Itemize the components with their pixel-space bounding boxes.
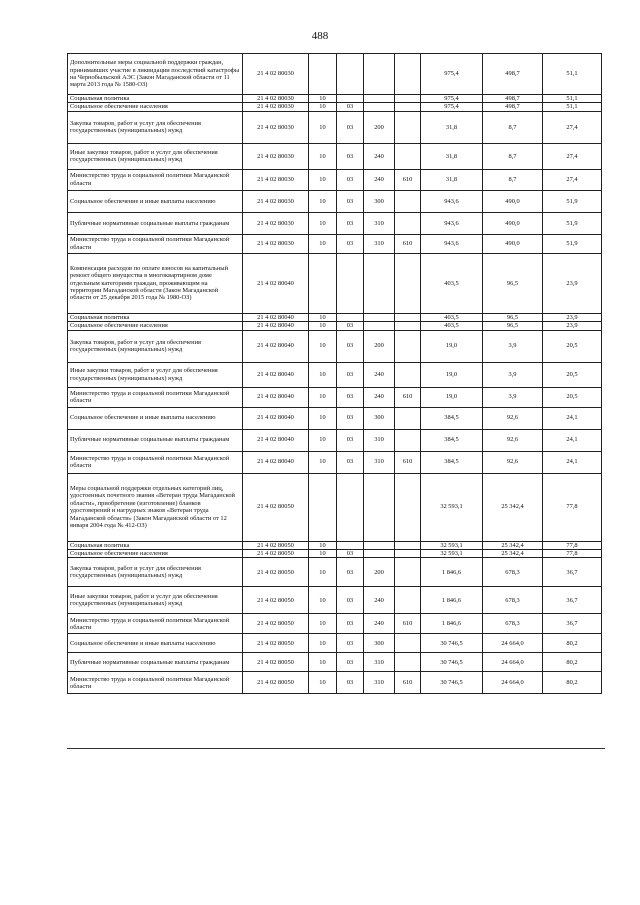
row-subsection xyxy=(337,54,364,95)
row-name: Социальное обеспечение и иные выплаты населению xyxy=(68,634,243,653)
row-planned: 403,5 xyxy=(421,313,483,321)
row-planned: 384,5 xyxy=(421,429,483,451)
row-code: 21 4 02 80050 xyxy=(243,614,309,634)
row-administrator xyxy=(395,407,421,429)
row-code: 21 4 02 80050 xyxy=(243,473,309,541)
row-administrator: 610 xyxy=(395,614,421,634)
row-name: Компенсация расходов по оплате взносов на капитальный ремонт общего имущества в многоквартирном доме отдельным категориям граждан, проживающим на территории Магаданской области (Закон Магаданской области от 25 декабря 2015 года № 1980-ОЗ) xyxy=(68,253,243,313)
table-row xyxy=(68,451,602,473)
row-subsection: 03 xyxy=(337,362,364,387)
row-code: 21 4 02 80050 xyxy=(243,672,309,694)
row-planned: 19,0 xyxy=(421,387,483,407)
row-actual: 24 664,0 xyxy=(483,672,543,694)
row-subsection: 03 xyxy=(337,634,364,653)
row-expense-type xyxy=(364,313,395,321)
table-row xyxy=(68,95,602,103)
row-expense-type: 310 xyxy=(364,451,395,473)
row-percent: 36,7 xyxy=(543,587,602,614)
row-actual: 678,3 xyxy=(483,614,543,634)
row-name: Социальное обеспечение и иные выплаты населению xyxy=(68,407,243,429)
row-section: 10 xyxy=(309,429,337,451)
row-subsection: 03 xyxy=(337,672,364,694)
row-subsection: 03 xyxy=(337,587,364,614)
table-row xyxy=(68,234,602,253)
row-name: Социальное обеспечение и иные выплаты населению xyxy=(68,190,243,212)
row-section xyxy=(309,54,337,95)
row-code: 21 4 02 80040 xyxy=(243,407,309,429)
row-section: 10 xyxy=(309,550,337,558)
row-expense-type: 200 xyxy=(364,330,395,362)
row-subsection: 03 xyxy=(337,407,364,429)
row-planned: 1 846,6 xyxy=(421,558,483,587)
row-code: 21 4 02 80040 xyxy=(243,322,309,330)
row-name: Социальная политика xyxy=(68,313,243,321)
row-actual: 490,0 xyxy=(483,190,543,212)
row-section: 10 xyxy=(309,95,337,103)
row-code: 21 4 02 80050 xyxy=(243,541,309,549)
table-row xyxy=(68,653,602,672)
row-actual: 8,7 xyxy=(483,111,543,143)
table-row xyxy=(68,330,602,362)
row-administrator xyxy=(395,429,421,451)
row-planned: 31,8 xyxy=(421,111,483,143)
row-planned: 31,8 xyxy=(421,169,483,190)
row-code: 21 4 02 80040 xyxy=(243,330,309,362)
row-section: 10 xyxy=(309,587,337,614)
row-section: 10 xyxy=(309,451,337,473)
table-row xyxy=(68,313,602,321)
row-planned: 384,5 xyxy=(421,451,483,473)
row-subsection: 03 xyxy=(337,550,364,558)
row-code: 21 4 02 80030 xyxy=(243,234,309,253)
row-expense-type: 240 xyxy=(364,143,395,169)
row-administrator xyxy=(395,54,421,95)
table-row xyxy=(68,550,602,558)
table-row xyxy=(68,253,602,313)
row-planned: 19,0 xyxy=(421,330,483,362)
row-name: Публичные нормативные социальные выплаты гражданам xyxy=(68,653,243,672)
row-subsection: 03 xyxy=(337,103,364,111)
row-percent: 23,9 xyxy=(543,253,602,313)
row-name: Социальное обеспечение населения xyxy=(68,103,243,111)
row-expense-type: 310 xyxy=(364,653,395,672)
row-subsection xyxy=(337,541,364,549)
row-subsection: 03 xyxy=(337,111,364,143)
row-subsection: 03 xyxy=(337,143,364,169)
row-expense-type: 310 xyxy=(364,429,395,451)
table-row xyxy=(68,169,602,190)
row-code: 21 4 02 80030 xyxy=(243,95,309,103)
row-administrator: 610 xyxy=(395,672,421,694)
row-administrator xyxy=(395,550,421,558)
row-percent: 27,4 xyxy=(543,111,602,143)
row-actual: 8,7 xyxy=(483,169,543,190)
row-subsection: 03 xyxy=(337,614,364,634)
row-administrator xyxy=(395,190,421,212)
row-planned: 30 746,5 xyxy=(421,672,483,694)
row-expense-type: 300 xyxy=(364,634,395,653)
row-expense-type: 240 xyxy=(364,169,395,190)
row-name: Министерство труда и социальной политики Магаданской области xyxy=(68,614,243,634)
row-administrator xyxy=(395,212,421,234)
row-percent: 80,2 xyxy=(543,634,602,653)
row-section: 10 xyxy=(309,407,337,429)
row-expense-type: 310 xyxy=(364,234,395,253)
row-section: 10 xyxy=(309,212,337,234)
row-name: Социальное обеспечение населения xyxy=(68,550,243,558)
row-percent: 77,8 xyxy=(543,541,602,549)
row-code: 21 4 02 80040 xyxy=(243,253,309,313)
row-code: 21 4 02 80050 xyxy=(243,558,309,587)
row-expense-type: 240 xyxy=(364,362,395,387)
table-row xyxy=(68,634,602,653)
row-expense-type: 240 xyxy=(364,387,395,407)
row-code: 21 4 02 80030 xyxy=(243,169,309,190)
row-percent: 77,8 xyxy=(543,473,602,541)
row-section: 10 xyxy=(309,362,337,387)
row-name: Закупка товаров, работ и услуг для обеспечения государственных (муниципальных) нужд xyxy=(68,111,243,143)
row-section xyxy=(309,253,337,313)
row-name: Публичные нормативные социальные выплаты гражданам xyxy=(68,429,243,451)
row-expense-type: 240 xyxy=(364,614,395,634)
row-actual: 8,7 xyxy=(483,143,543,169)
table-row xyxy=(68,111,602,143)
row-expense-type: 200 xyxy=(364,558,395,587)
row-actual: 25 342,4 xyxy=(483,541,543,549)
row-actual: 92,6 xyxy=(483,429,543,451)
row-expense-type xyxy=(364,103,395,111)
table-row xyxy=(68,362,602,387)
row-subsection: 03 xyxy=(337,322,364,330)
row-section: 10 xyxy=(309,387,337,407)
row-actual: 96,5 xyxy=(483,313,543,321)
table-row xyxy=(68,103,602,111)
row-administrator xyxy=(395,362,421,387)
row-expense-type: 300 xyxy=(364,190,395,212)
row-percent: 77,8 xyxy=(543,550,602,558)
row-actual: 490,0 xyxy=(483,234,543,253)
row-actual: 92,6 xyxy=(483,451,543,473)
row-section: 10 xyxy=(309,558,337,587)
row-planned: 975,4 xyxy=(421,95,483,103)
row-section: 10 xyxy=(309,634,337,653)
row-percent: 51,1 xyxy=(543,103,602,111)
row-planned: 30 746,5 xyxy=(421,653,483,672)
row-code: 21 4 02 80040 xyxy=(243,313,309,321)
row-administrator xyxy=(395,253,421,313)
footer-divider xyxy=(67,748,605,749)
row-code: 21 4 02 80040 xyxy=(243,387,309,407)
row-actual: 96,5 xyxy=(483,253,543,313)
row-administrator xyxy=(395,541,421,549)
row-name: Министерство труда и социальной политики Магаданской области xyxy=(68,451,243,473)
row-administrator: 610 xyxy=(395,234,421,253)
row-expense-type: 200 xyxy=(364,111,395,143)
row-section: 10 xyxy=(309,111,337,143)
row-percent: 51,1 xyxy=(543,54,602,95)
row-percent: 36,7 xyxy=(543,614,602,634)
row-actual: 498,7 xyxy=(483,54,543,95)
row-code: 21 4 02 80040 xyxy=(243,362,309,387)
row-subsection: 03 xyxy=(337,387,364,407)
table-row xyxy=(68,672,602,694)
row-percent: 20,5 xyxy=(543,387,602,407)
row-section: 10 xyxy=(309,313,337,321)
row-code: 21 4 02 80050 xyxy=(243,550,309,558)
row-section: 10 xyxy=(309,169,337,190)
row-planned: 31,8 xyxy=(421,143,483,169)
row-percent: 24,1 xyxy=(543,451,602,473)
row-name: Публичные нормативные социальные выплаты гражданам xyxy=(68,212,243,234)
row-administrator xyxy=(395,95,421,103)
row-actual: 25 342,4 xyxy=(483,550,543,558)
row-code: 21 4 02 80040 xyxy=(243,451,309,473)
row-name: Иные закупки товаров, работ и услуг для обеспечения государственных (муниципальных) нужд xyxy=(68,362,243,387)
row-administrator xyxy=(395,330,421,362)
row-section: 10 xyxy=(309,330,337,362)
row-code: 21 4 02 80050 xyxy=(243,653,309,672)
row-name: Иные закупки товаров, работ и услуг для обеспечения государственных (муниципальных) нужд xyxy=(68,587,243,614)
row-actual: 92,6 xyxy=(483,407,543,429)
row-percent: 24,1 xyxy=(543,429,602,451)
table-row xyxy=(68,407,602,429)
row-subsection xyxy=(337,473,364,541)
row-administrator xyxy=(395,313,421,321)
table-row xyxy=(68,54,602,95)
row-section: 10 xyxy=(309,541,337,549)
row-expense-type xyxy=(364,54,395,95)
row-code: 21 4 02 80030 xyxy=(243,54,309,95)
row-percent: 27,4 xyxy=(543,143,602,169)
row-name: Закупка товаров, работ и услуг для обеспечения государственных (муниципальных) нужд xyxy=(68,558,243,587)
row-percent: 51,1 xyxy=(543,95,602,103)
row-percent: 23,9 xyxy=(543,313,602,321)
row-expense-type xyxy=(364,541,395,549)
row-code: 21 4 02 80030 xyxy=(243,111,309,143)
row-name: Министерство труда и социальной политики Магаданской области xyxy=(68,169,243,190)
row-administrator xyxy=(395,653,421,672)
row-subsection: 03 xyxy=(337,558,364,587)
row-code: 21 4 02 80030 xyxy=(243,143,309,169)
row-section: 10 xyxy=(309,234,337,253)
row-planned: 975,4 xyxy=(421,103,483,111)
table-row xyxy=(68,322,602,330)
row-subsection: 03 xyxy=(337,330,364,362)
row-administrator xyxy=(395,103,421,111)
row-planned: 32 593,1 xyxy=(421,550,483,558)
row-section: 10 xyxy=(309,143,337,169)
table-row xyxy=(68,558,602,587)
row-subsection xyxy=(337,313,364,321)
table-row xyxy=(68,387,602,407)
row-planned: 1 846,6 xyxy=(421,614,483,634)
row-actual: 24 664,0 xyxy=(483,634,543,653)
row-subsection: 03 xyxy=(337,653,364,672)
row-subsection: 03 xyxy=(337,169,364,190)
row-actual: 24 664,0 xyxy=(483,653,543,672)
row-administrator: 610 xyxy=(395,451,421,473)
row-name: Министерство труда и социальной политики Магаданской области xyxy=(68,387,243,407)
row-planned: 943,6 xyxy=(421,212,483,234)
row-expense-type xyxy=(364,95,395,103)
table-row xyxy=(68,429,602,451)
row-actual: 678,3 xyxy=(483,558,543,587)
row-section: 10 xyxy=(309,614,337,634)
row-planned: 19,0 xyxy=(421,362,483,387)
row-section: 10 xyxy=(309,653,337,672)
row-planned: 975,4 xyxy=(421,54,483,95)
row-actual: 96,5 xyxy=(483,322,543,330)
row-expense-type: 240 xyxy=(364,587,395,614)
row-subsection xyxy=(337,253,364,313)
row-name: Социальная политика xyxy=(68,541,243,549)
row-administrator xyxy=(395,634,421,653)
row-planned: 32 593,1 xyxy=(421,473,483,541)
table-row xyxy=(68,473,602,541)
row-expense-type: 300 xyxy=(364,407,395,429)
row-administrator xyxy=(395,587,421,614)
row-percent: 20,5 xyxy=(543,362,602,387)
table-row xyxy=(68,190,602,212)
row-code: 21 4 02 80050 xyxy=(243,587,309,614)
row-actual: 3,9 xyxy=(483,387,543,407)
row-administrator xyxy=(395,558,421,587)
row-percent: 27,4 xyxy=(543,169,602,190)
row-percent: 36,7 xyxy=(543,558,602,587)
row-expense-type xyxy=(364,550,395,558)
row-code: 21 4 02 80030 xyxy=(243,103,309,111)
row-planned: 32 593,1 xyxy=(421,541,483,549)
row-percent: 24,1 xyxy=(543,407,602,429)
row-actual: 498,7 xyxy=(483,103,543,111)
row-expense-type: 310 xyxy=(364,212,395,234)
row-actual: 25 342,4 xyxy=(483,473,543,541)
row-administrator: 610 xyxy=(395,387,421,407)
row-section xyxy=(309,473,337,541)
table-row xyxy=(68,212,602,234)
page-number: 488 xyxy=(311,30,329,42)
table-row xyxy=(68,143,602,169)
row-administrator xyxy=(395,111,421,143)
table-row xyxy=(68,614,602,634)
row-code: 21 4 02 80050 xyxy=(243,634,309,653)
row-section: 10 xyxy=(309,322,337,330)
row-subsection: 03 xyxy=(337,212,364,234)
row-actual: 490,0 xyxy=(483,212,543,234)
row-subsection: 03 xyxy=(337,429,364,451)
row-section: 10 xyxy=(309,103,337,111)
row-section: 10 xyxy=(309,672,337,694)
row-actual: 498,7 xyxy=(483,95,543,103)
row-percent: 51,9 xyxy=(543,234,602,253)
row-expense-type xyxy=(364,473,395,541)
row-section: 10 xyxy=(309,190,337,212)
row-percent: 20,5 xyxy=(543,330,602,362)
row-name: Дополнительные меры социальной поддержки граждан, принимавших участие в ликвидации последствий катастрофы на Чернобыльской АЭС (Закон Магаданской области от 11 марта 2013 года № 1580-ОЗ) xyxy=(68,54,243,95)
row-percent: 80,2 xyxy=(543,653,602,672)
row-subsection: 03 xyxy=(337,451,364,473)
row-actual: 3,9 xyxy=(483,362,543,387)
table-row xyxy=(68,541,602,549)
row-code: 21 4 02 80030 xyxy=(243,212,309,234)
row-planned: 1 846,6 xyxy=(421,587,483,614)
row-subsection xyxy=(337,95,364,103)
row-administrator: 610 xyxy=(395,169,421,190)
row-percent: 51,9 xyxy=(543,190,602,212)
row-code: 21 4 02 80030 xyxy=(243,190,309,212)
row-name: Министерство труда и социальной политики Магаданской области xyxy=(68,234,243,253)
row-expense-type: 310 xyxy=(364,672,395,694)
row-administrator xyxy=(395,473,421,541)
row-name: Закупка товаров, работ и услуг для обеспечения государственных (муниципальных) нужд xyxy=(68,330,243,362)
row-code: 21 4 02 80040 xyxy=(243,429,309,451)
row-percent: 51,9 xyxy=(543,212,602,234)
row-planned: 30 746,5 xyxy=(421,634,483,653)
row-planned: 403,5 xyxy=(421,253,483,313)
row-planned: 384,5 xyxy=(421,407,483,429)
row-name: Меры социальной поддержки отдельных категорий лиц, удостоенных почетного звания «Ветеран труда Магаданской области», приобретение (изготовление) бланков удостоверений и нагрудных знаков «Ветеран труда Магаданской области» (Закон Магаданской области от 12 января 2004 года № 412-ОЗ) xyxy=(68,473,243,541)
row-planned: 943,6 xyxy=(421,234,483,253)
row-administrator xyxy=(395,143,421,169)
row-name: Социальная политика xyxy=(68,95,243,103)
row-expense-type xyxy=(364,322,395,330)
row-actual: 3,9 xyxy=(483,330,543,362)
row-planned: 943,6 xyxy=(421,190,483,212)
row-percent: 80,2 xyxy=(543,672,602,694)
row-actual: 678,3 xyxy=(483,587,543,614)
row-subsection: 03 xyxy=(337,234,364,253)
budget-table xyxy=(67,53,602,694)
row-subsection: 03 xyxy=(337,190,364,212)
row-percent: 23,9 xyxy=(543,322,602,330)
row-administrator xyxy=(395,322,421,330)
row-name: Социальное обеспечение населения xyxy=(68,322,243,330)
table-row xyxy=(68,587,602,614)
row-name: Министерство труда и социальной политики Магаданской области xyxy=(68,672,243,694)
row-expense-type xyxy=(364,253,395,313)
row-name: Иные закупки товаров, работ и услуг для обеспечения государственных (муниципальных) нужд xyxy=(68,143,243,169)
row-planned: 403,5 xyxy=(421,322,483,330)
